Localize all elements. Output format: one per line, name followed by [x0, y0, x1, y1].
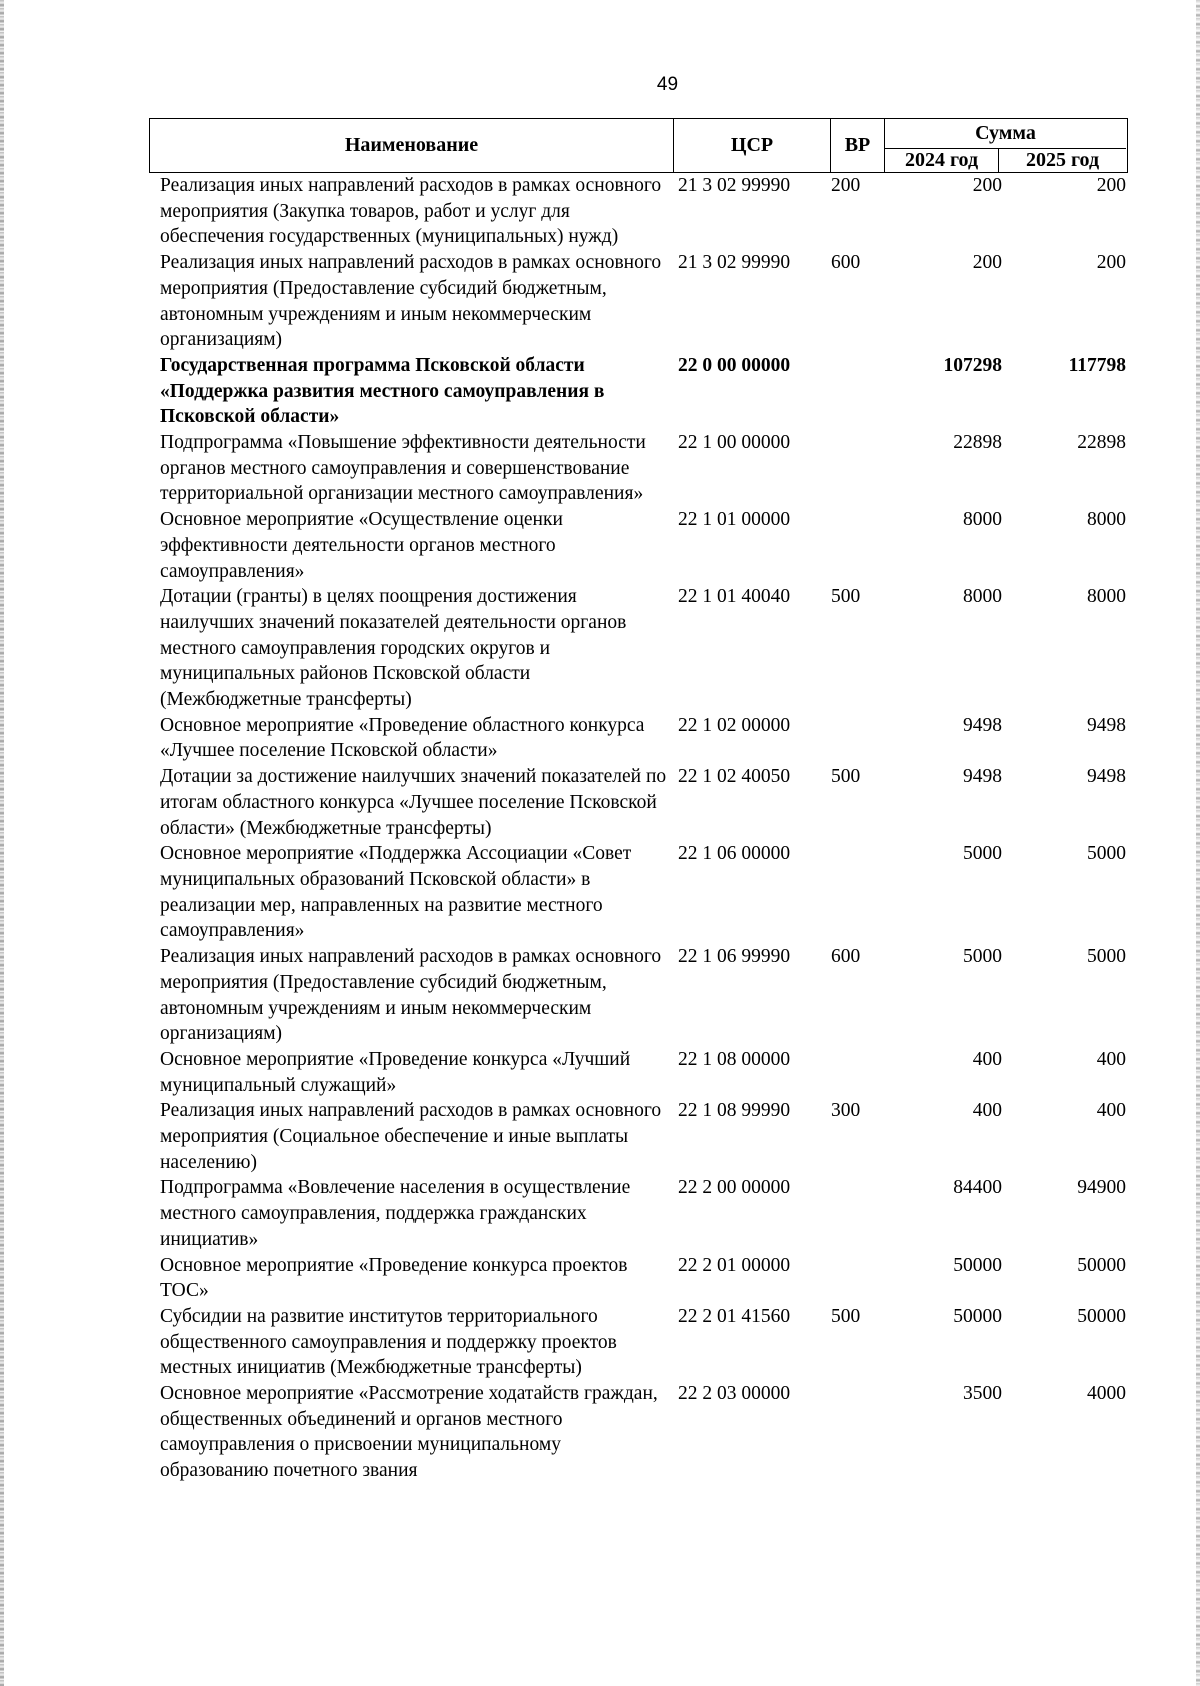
row-amount-2025: 50000 — [1077, 1254, 1126, 1276]
row-amount-2025: 200 — [1096, 252, 1126, 274]
row-amount-2024: 3500 — [963, 1383, 1002, 1405]
table-row — [160, 250, 1130, 353]
table-row — [160, 1098, 1130, 1175]
row-amount-2025: 22898 — [1077, 432, 1126, 454]
table-row — [160, 507, 1130, 584]
row-amount-2024: 400 — [972, 1100, 1002, 1122]
row-name: Субсидии на развитие институтов территориального общественного самоуправления и поддержку проектов местных инициатив (Межбюджетные трансферты) — [160, 1305, 617, 1379]
row-amount-2025: 5000 — [1087, 843, 1126, 865]
row-amount-2024: 200 — [972, 252, 1002, 274]
row-amount-2024: 400 — [972, 1048, 1002, 1070]
header-vr: ВР — [831, 119, 885, 172]
row-csr: 22 2 01 00000 — [678, 1254, 791, 1276]
row-amount-2025: 4000 — [1087, 1383, 1126, 1405]
row-csr: 22 1 01 00000 — [678, 509, 791, 531]
row-vr: 600 — [831, 946, 861, 968]
table-row — [160, 1047, 1130, 1098]
row-name: Основное мероприятие «Рассмотрение ходатайств граждан, общественных объединений и органов местного самоуправления о присвоении муниципальному образованию почетного звания — [160, 1383, 658, 1482]
row-amount-2024: 84400 — [953, 1177, 1002, 1199]
row-name: Основное мероприятие «Поддержка Ассоциации «Совет муниципальных образований Псковской области» в реализации мер, направленных на развитие местного самоуправления» — [160, 843, 632, 942]
row-name: Реализация иных направлений расходов в рамках основного мероприятия (Социальное обеспечение и иные выплаты населению) — [160, 1100, 662, 1173]
header-year-2024: 2024 год — [885, 149, 999, 172]
row-amount-2025: 117798 — [1068, 354, 1126, 376]
header-sum: Сумма — [885, 119, 1126, 149]
row-name: Реализация иных направлений расходов в рамках основного мероприятия (Предоставление субсидий бюджетным, автономным учреждениям и иным некоммерческим организациям) — [160, 946, 662, 1045]
row-csr: 21 3 02 99990 — [678, 252, 791, 274]
row-amount-2024: 50000 — [953, 1305, 1002, 1327]
header-year-2025: 2025 год — [1025, 149, 1100, 171]
row-name: Подпрограмма «Вовлечение населения в осуществление местного самоуправления, поддержка гражданских инициатив» — [160, 1177, 631, 1250]
row-amount-2025: 400 — [1096, 1048, 1126, 1070]
row-vr: 500 — [831, 1305, 861, 1327]
row-vr: 500 — [831, 766, 861, 788]
row-amount-2024: 107298 — [943, 354, 1002, 376]
table-row — [160, 764, 1130, 841]
row-amount-2025: 9498 — [1087, 714, 1126, 736]
row-amount-2025: 50000 — [1077, 1305, 1126, 1327]
row-amount-2024: 8000 — [963, 509, 1002, 531]
row-name: Основное мероприятие «Проведение конкурса «Лучший муниципальный служащий» — [160, 1048, 631, 1096]
row-name: Основное мероприятие «Проведение конкурса проектов ТОС» — [160, 1254, 628, 1302]
row-amount-2025: 94900 — [1077, 1177, 1126, 1199]
row-amount-2024: 8000 — [963, 586, 1002, 608]
table-row — [160, 430, 1130, 507]
row-amount-2025: 8000 — [1087, 586, 1126, 608]
table-row-program — [160, 353, 1130, 430]
table-body — [160, 173, 1130, 1484]
page-number: 49 — [656, 74, 679, 95]
table-row — [160, 584, 1130, 713]
row-amount-2024: 5000 — [963, 843, 1002, 865]
row-name: Дотации (гранты) в целях поощрения достижения наилучших значений показателей деятельности органов местного самоуправления городских округов и муниципальных районов Псковской области (Межбюджетные трансферты) — [160, 586, 627, 711]
row-amount-2024: 9498 — [963, 766, 1002, 788]
row-name: Основное мероприятие «Осуществление оценки эффективности деятельности органов местного самоуправления» — [160, 509, 563, 582]
row-name: Государственная программа Псковской области «Поддержка развития местного самоуправления в Псковской области» — [160, 354, 605, 428]
header-csr: ЦСР — [674, 119, 831, 172]
row-csr: 22 1 01 40040 — [678, 586, 791, 608]
row-vr: 600 — [831, 252, 861, 274]
header-name: Наименование — [150, 119, 674, 172]
row-name: Подпрограмма «Повышение эффективности деятельности органов местного самоуправления и совершенствование территориальной организации местного самоуправления» — [160, 432, 646, 505]
row-csr: 22 1 06 99990 — [678, 946, 791, 968]
row-csr: 21 3 02 99990 — [678, 175, 791, 196]
scan-edge-left — [0, 0, 4, 1686]
row-amount-2024: 22898 — [953, 432, 1002, 454]
row-vr: 500 — [831, 586, 861, 608]
row-name: Реализация иных направлений расходов в рамках основного мероприятия (Закупка товаров, работ и услуг для обеспечения государственных (муниципальных) нужд) — [160, 175, 662, 248]
row-csr: 22 2 01 41560 — [678, 1305, 791, 1327]
row-csr: 22 0 00 00000 — [678, 354, 791, 376]
row-amount-2024: 50000 — [953, 1254, 1002, 1276]
row-name: Реализация иных направлений расходов в рамках основного мероприятия (Предоставление субсидий бюджетным, автономным учреждениям и иным некоммерческим организациям) — [160, 252, 662, 351]
row-csr: 22 1 02 00000 — [678, 714, 791, 736]
table-row — [160, 1175, 1130, 1252]
row-amount-2025: 200 — [1096, 175, 1126, 196]
row-amount-2025: 5000 — [1087, 946, 1126, 968]
row-amount-2025: 8000 — [1087, 509, 1126, 531]
table-row — [160, 1253, 1130, 1304]
table-row — [160, 944, 1130, 1047]
row-amount-2025: 400 — [1096, 1100, 1126, 1122]
row-amount-2024: 200 — [972, 175, 1002, 196]
row-csr: 22 1 08 99990 — [678, 1100, 791, 1122]
table-row — [160, 713, 1130, 764]
table-row — [160, 1304, 1130, 1381]
row-csr: 22 2 03 00000 — [678, 1383, 791, 1405]
row-csr: 22 2 00 00000 — [678, 1177, 791, 1199]
row-csr: 22 1 08 00000 — [678, 1048, 791, 1070]
row-amount-2024: 9498 — [963, 714, 1002, 736]
row-vr: 300 — [831, 1100, 861, 1122]
row-csr: 22 1 02 40050 — [678, 766, 791, 788]
row-csr: 22 1 00 00000 — [678, 432, 791, 454]
scan-edge-right — [1196, 0, 1200, 1686]
row-name: Основное мероприятие «Проведение областного конкурса «Лучшее поселение Псковской области» — [160, 714, 645, 762]
row-csr: 22 1 06 00000 — [678, 843, 791, 865]
row-amount-2024: 5000 — [963, 946, 1002, 968]
table-row — [160, 841, 1130, 944]
table-row — [160, 1381, 1130, 1484]
table-row — [160, 173, 1130, 250]
table-header — [149, 118, 1128, 173]
row-vr: 200 — [831, 175, 861, 196]
row-name: Дотации за достижение наилучших значений показателей по итогам областного конкурса «Лучшее поселение Псковской области» (Межбюджетные трансферты) — [160, 766, 667, 839]
row-amount-2025: 9498 — [1087, 766, 1126, 788]
